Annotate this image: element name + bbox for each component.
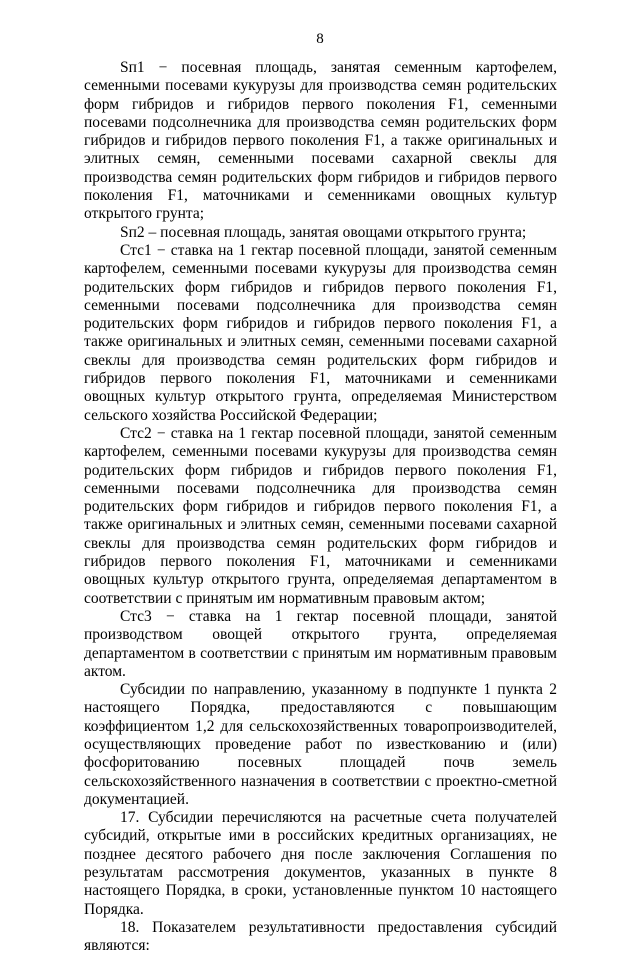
paragraph-sp2-definition: Sп2 – посевная площадь, занятая овощами открытого грунта; [120,223,527,241]
paragraph-coefficient: Субсидии по направлению, указанному в подпункте 1 пункта 2 настоящего Порядка, предоставляются с повышающим коэффициентом 1,2 для сельскохозяйственных товаропроизводителей, осуществляющих проведение работ по известкованию и (или) фосфоритованию посевных площадей почв земель сельскохозяйственного назначения в соответствии с проектно-сметной документацией. [84,681,557,808]
paragraph-stc1-definition: Стс1 − ставка на 1 гектар посевной площади, занятой семенным картофелем, семенными посевами кукурузы для производства семян родительских форм гибридов и гибридов первого поколения F1, семенными посевами подсолнечника для производства семян родительских форм гибридов и гибридов первого поколения F1, а также оригинальных и элитных семян, семенными посевами сахарной свеклы для производства семян родительских форм гибридов и гибридов первого поколения F1, маточниками и семенниками овощных культур открытого грунта, определяемая Министерством сельского хозяйства Российской Федерации; [84,241,557,424]
paragraph-item-18: 18. Показателем результативности предоставления субсидий являются: [84,918,557,955]
paragraph-sp1-definition: Sп1 − посевная площадь, занятая семенным картофелем, семенными посевами кукурузы для производства семян родительских форм гибридов и гибридов первого поколения F1, семенными посевами подсолнечника для производства семян родительских форм гибридов и гибридов первого поколения F1, а также оригинальных и элитных семян, семенными посевами сахарной свеклы для производства семян родительских форм гибридов и гибридов первого поколения F1, маточниками и семенниками овощных культур открытого грунта; [84,59,557,223]
paragraph-stc3-definition: Стс3 − ставка на 1 гектар посевной площади, занятой производством овощей открытого грунта, определяемая департаментом в соответствии с принятым им нормативным правовым актом. [84,607,557,680]
paragraph-item-17: 17. Субсидии перечисляются на расчетные счета получателей субсидий, открытые ими в российских кредитных организациях, не позднее десятого рабочего дня после заключения Соглашения по результатам рассмотрения документов, указанных в пункте 8 настоящего Порядка, в сроки, установленные пунктом 10 настоящего Порядка. [84,809,557,918]
document-body [84,59,557,956]
page-number: 8 [316,31,324,47]
paragraph-stc2-definition: Стс2 − ставка на 1 гектар посевной площади, занятой семенным картофелем, семенными посевами кукурузы для производства семян родительских форм гибридов и гибридов первого поколения F1, семенными посевами подсолнечника для производства семян родительских форм гибридов и гибридов первого поколения F1, а также оригинальных и элитных семян, семенными посевами сахарной свеклы для производства семян родительских форм гибридов и гибридов первого поколения F1, маточниками и семенниками овощных культур открытого грунта, определяемая департаментом в соответствии с принятым им нормативным правовым актом; [84,424,557,607]
